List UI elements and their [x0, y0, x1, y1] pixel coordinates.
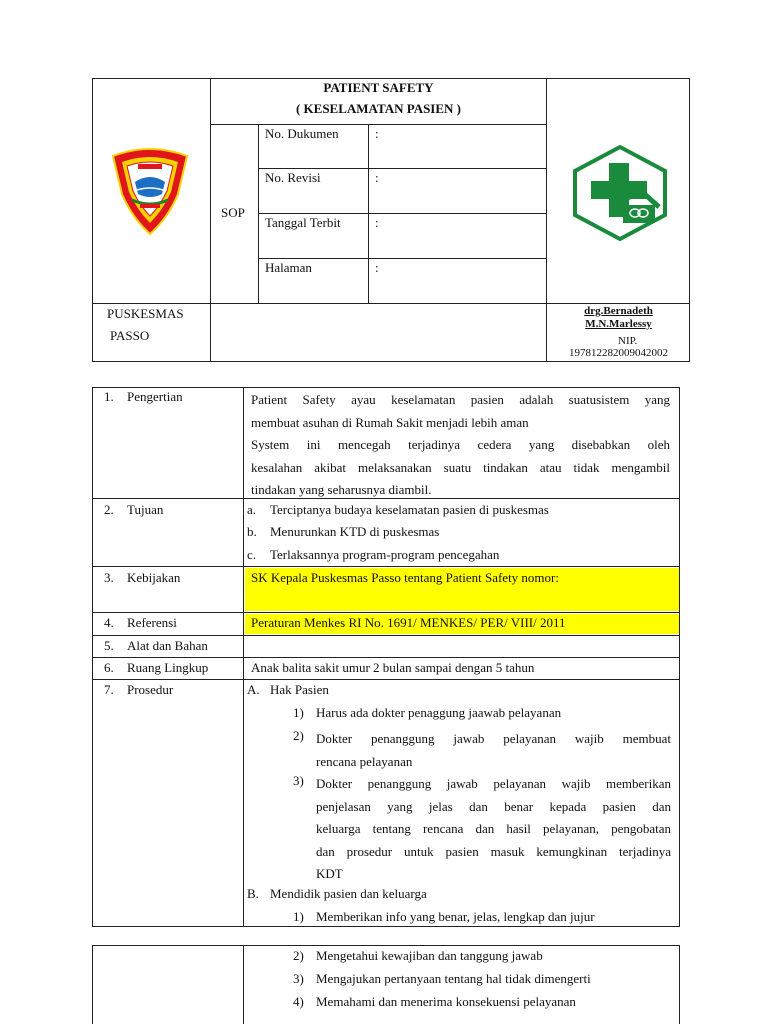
institution-location: PASSO — [110, 328, 150, 343]
field-label-halaman: Halaman — [265, 260, 312, 275]
pengertian-line: kesalahan akibat melaksanakan suatu tindakan atau tidak mengambil — [251, 459, 670, 475]
tujuan-item: Terciptanya budaya keselamatan pasien di puskesmas — [270, 502, 549, 517]
tujuan-marker: c. — [247, 547, 257, 562]
prosedur-item-marker: 2) — [293, 728, 304, 743]
prosedur-group-marker: B. — [247, 886, 259, 901]
row-separator — [92, 635, 680, 636]
continuation-marker: 3) — [293, 971, 304, 986]
prosedur-group-marker: A. — [247, 682, 260, 697]
pengertian-line: tindakan yang seharusnya diambil. — [251, 482, 432, 498]
row-separator — [92, 657, 680, 658]
field-value-no-revisi: : — [375, 170, 379, 185]
puskesmas-logo — [571, 145, 669, 241]
field-label-no-revisi: No. Revisi — [265, 170, 321, 185]
regional-emblem-logo — [110, 148, 190, 238]
pengertian-text — [251, 389, 670, 502]
continuation-divider — [243, 945, 244, 1024]
pengertian-line: membuat asuhan di Rumah Sakit menjadi lebih aman — [251, 414, 529, 430]
header-hline-3 — [258, 258, 547, 259]
prosedur-item-text: Harus ada dokter penaggung jaawab pelayanan — [316, 705, 562, 720]
pengertian-line: Patient Safety ayau keselamatan pasien adalah suatusistem yang — [251, 392, 670, 407]
field-label-no-dokumen: No. Dukumen — [265, 126, 339, 141]
row-label-alat: Alat dan Bahan — [127, 638, 208, 653]
field-label-tanggal-terbit: Tanggal Terbit — [265, 215, 341, 230]
prosedur-group-title: Mendidik pasien dan keluarga — [270, 886, 427, 901]
row-number: 6. — [104, 660, 114, 675]
row-number: 3. — [104, 570, 114, 585]
row-number: 1. — [104, 389, 114, 404]
kebijakan-text: SK Kepala Puskesmas Passo tentang Patient Safety nomor: — [251, 570, 559, 585]
tujuan-marker: b. — [247, 524, 257, 539]
sop-label: SOP — [221, 205, 245, 220]
tujuan-marker: a. — [247, 502, 257, 517]
row-separator — [92, 612, 680, 613]
document-subtitle: ( KESELAMATAN PASIEN ) — [295, 101, 462, 116]
signer-name-line2: M.N.Marlessy — [585, 318, 652, 330]
row-separator — [92, 566, 680, 567]
prosedur-line: dan prosedur untuk pasien masuk kemungkinan terjadinya — [316, 843, 671, 859]
header-divider-left — [210, 78, 211, 362]
prosedur-item-marker: 3) — [293, 773, 304, 788]
prosedur-line: keluarga tentang rencana dan hasil pelayanan, pengobatan — [316, 821, 671, 837]
row-label-tujuan: Tujuan — [127, 502, 164, 517]
field-value-no-dokumen: : — [375, 126, 379, 141]
continuation-marker: 2) — [293, 948, 304, 963]
header-hline-1 — [258, 168, 547, 169]
tujuan-item: Menurunkan KTD di puskesmas — [270, 524, 440, 539]
prosedur-item-text — [316, 773, 671, 886]
row-label-pengertian: Pengertian — [127, 389, 183, 404]
tujuan-item: Terlaksannya program-program pencegahan — [270, 547, 500, 562]
ruang-text: Anak balita sakit umur 2 bulan sampai dengan 5 tahun — [251, 660, 535, 675]
row-number: 7. — [104, 682, 114, 697]
pengertian-line: System ini mencegah terjadinya cedera yang disebabkan oleh — [251, 437, 670, 453]
row-number: 5. — [104, 638, 114, 653]
row-label-prosedur: Prosedur — [127, 682, 174, 697]
header-divider-fields — [368, 124, 369, 304]
prosedur-line: Dokter penanggung jawab pelayanan wajib memberikan — [316, 776, 671, 791]
document-title: PATIENT SAFETY — [323, 80, 434, 95]
continuation-item: Memahami dan menerima konsekuensi pelayanan — [316, 994, 576, 1009]
continuation-item: Mengetahui kewajiban dan tanggung jawab — [316, 948, 543, 963]
prosedur-group-title: Hak Pasien — [270, 682, 329, 697]
continuation-item: Mengajukan pertanyaan tentang hal tidak dimengerti — [316, 971, 591, 986]
row-number: 4. — [104, 615, 114, 630]
signer-name-line1: drg.Bernadeth — [584, 305, 653, 317]
row-label-ruang: Ruang Lingkup — [127, 660, 209, 675]
prosedur-item-marker: 1) — [293, 909, 304, 924]
continuation-marker: 4) — [293, 994, 304, 1009]
nip-value: 197812282009042002 — [569, 347, 668, 359]
prosedur-line: rencana pelayanan — [316, 753, 413, 769]
field-value-tanggal-terbit: : — [375, 215, 379, 230]
row-separator — [92, 679, 680, 680]
prosedur-item-text — [316, 728, 671, 773]
referensi-text: Peraturan Menkes RI No. 1691/ MENKES/ PER/ VIII/ 2011 — [251, 615, 566, 630]
institution-name: PUSKESMAS — [107, 306, 184, 321]
prosedur-item-marker: 1) — [293, 705, 304, 720]
prosedur-line: penjelasan yang jelas dan benar kepada pasien dan — [316, 798, 671, 814]
header-divider-sop — [258, 124, 259, 304]
row-number: 2. — [104, 502, 114, 517]
header-hline-title — [210, 124, 547, 125]
nip-label: NIP. — [618, 335, 638, 347]
prosedur-line: Dokter penanggung jawab pelayanan wajib membuat — [316, 731, 671, 746]
row-label-kebijakan: Kebijakan — [127, 570, 181, 585]
header-hline-bottom — [92, 303, 690, 304]
prosedur-item-text: Memberikan info yang benar, jelas, lengkap dan jujur — [316, 909, 595, 924]
prosedur-line: KDT — [316, 866, 343, 882]
header-hline-2 — [258, 213, 547, 214]
field-value-halaman: : — [375, 260, 379, 275]
row-label-referensi: Referensi — [127, 615, 177, 630]
